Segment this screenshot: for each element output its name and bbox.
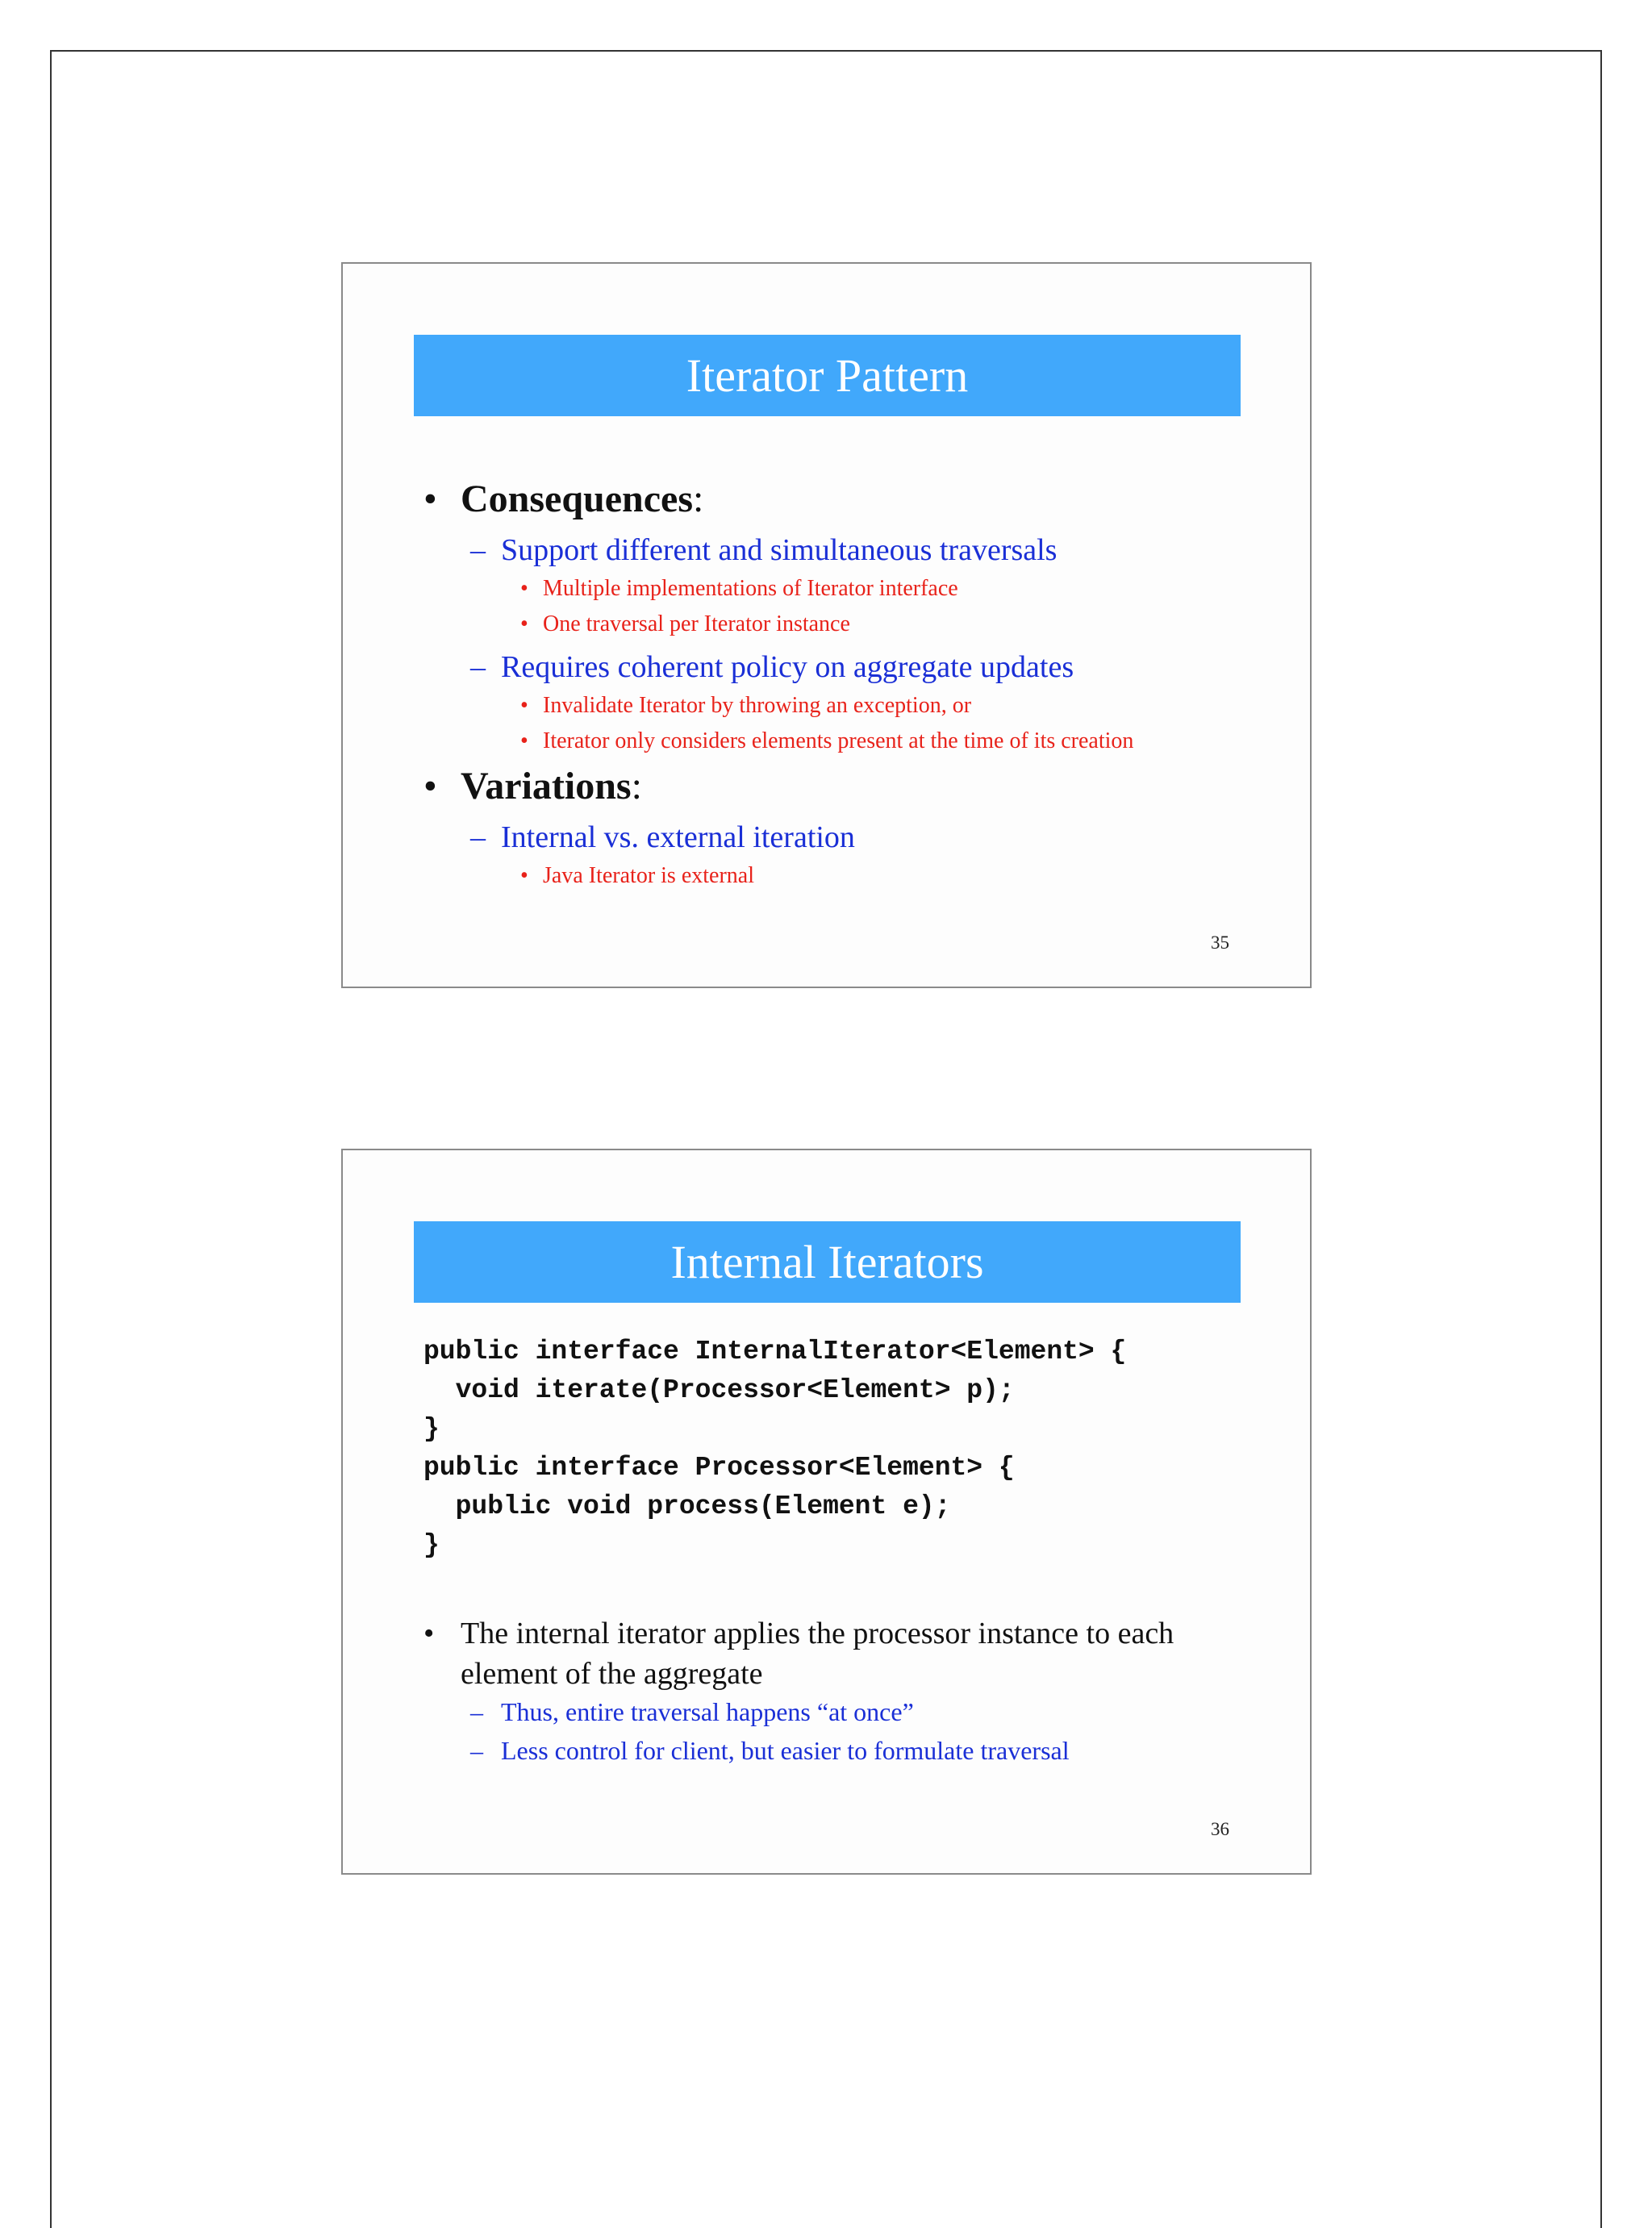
bullet-icon: •	[423, 1617, 435, 1650]
slide-title: Iterator Pattern	[686, 348, 969, 402]
slide-36	[341, 1149, 1312, 1875]
dash-icon: –	[470, 533, 486, 567]
slide-35	[341, 262, 1312, 988]
slide-title: Internal Iterators	[670, 1235, 984, 1288]
heading-variations: • Variations:	[423, 765, 642, 807]
list-subitem: • One traversal per Iterator instance	[520, 611, 850, 636]
list-item: – Requires coherent policy on aggregate updates	[470, 650, 1074, 684]
bullet-icon: •	[520, 576, 528, 601]
list-item	[423, 1613, 1230, 1694]
code-line: public void process(Element e);	[423, 1492, 951, 1521]
dash-icon: –	[470, 820, 486, 854]
list-item: – Support different and simultaneous traversals	[470, 533, 1058, 567]
slide-page-number: 35	[1211, 933, 1229, 953]
code-line: public interface InternalIterator<Element> {	[423, 1337, 1127, 1366]
list-item-text: The internal iterator applies the processor instance to each element of the aggregate	[461, 1617, 1174, 1691]
bullet-icon: •	[520, 728, 528, 753]
code-line: void iterate(Processor<Element> p);	[423, 1375, 1015, 1405]
code-line: public interface Processor<Element> {	[423, 1453, 1015, 1483]
bullet-icon: •	[520, 611, 528, 636]
dash-icon: –	[470, 650, 486, 684]
dash-icon: –	[470, 1697, 483, 1726]
list-subitem: • Invalidate Iterator by throwing an exception, or	[520, 693, 972, 718]
heading-consequences: • Consequences:	[423, 478, 704, 520]
list-subitem: – Thus, entire traversal happens “at once”	[470, 1697, 914, 1726]
bullet-icon: •	[520, 863, 528, 888]
bullet-icon: •	[520, 693, 528, 718]
bullet-icon: •	[423, 478, 437, 520]
list-subitem: • Iterator only considers elements present at the time of its creation	[520, 728, 1134, 753]
slide-page-number: 36	[1211, 1819, 1229, 1839]
list-item: – Internal vs. external iteration	[470, 820, 855, 854]
list-subitem: • Multiple implementations of Iterator interface	[520, 576, 958, 601]
list-subitem: – Less control for client, but easier to formulate traversal	[470, 1736, 1070, 1765]
slide-title-bar	[414, 335, 1241, 416]
list-subitem: • Java Iterator is external	[520, 863, 754, 888]
dash-icon: –	[470, 1736, 483, 1765]
code-line: }	[423, 1530, 440, 1560]
code-line: }	[423, 1414, 440, 1444]
slide-title-bar	[414, 1221, 1241, 1303]
code-block	[423, 1333, 1126, 1565]
bullet-icon: •	[423, 765, 437, 807]
